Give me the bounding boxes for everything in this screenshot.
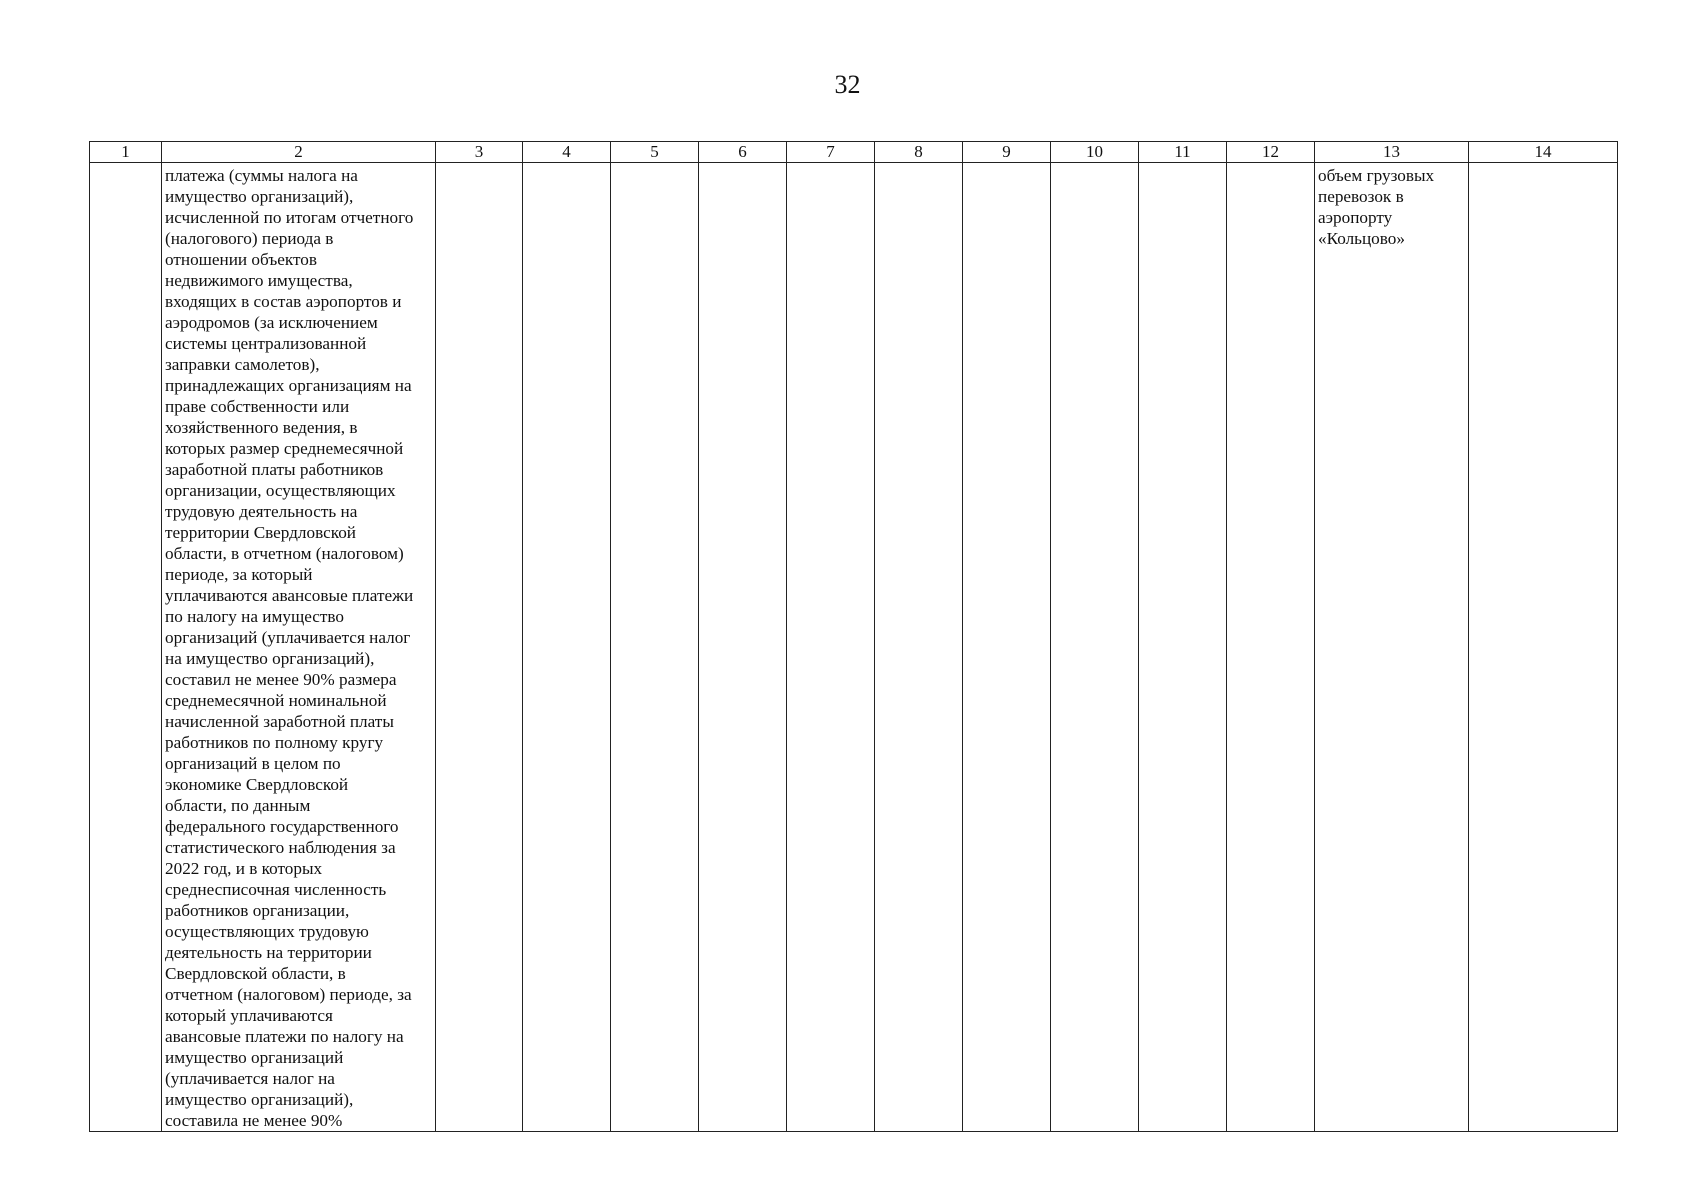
column-header-11: 11 bbox=[1139, 142, 1227, 163]
text-line: периоде, за который bbox=[165, 565, 313, 584]
text-line: 2022 год, и в которых bbox=[165, 859, 323, 878]
cell-col-11 bbox=[1139, 163, 1227, 1132]
text-line: перевозок в bbox=[1318, 187, 1404, 206]
text-line: федерального государственного bbox=[165, 817, 399, 836]
text-line: недвижимого имущества, bbox=[165, 271, 353, 290]
text-line: на имущество организаций), bbox=[165, 649, 375, 668]
text-line: территории Свердловской bbox=[165, 523, 356, 542]
text-line: имущество организаций bbox=[165, 1048, 344, 1067]
text-line: (налогового) периода в bbox=[165, 229, 334, 248]
text-line: авансовые платежи по налогу на bbox=[165, 1027, 404, 1046]
text-line: (уплачивается налог на bbox=[165, 1069, 335, 1088]
text-line: трудовую деятельность на bbox=[165, 502, 358, 521]
header-row bbox=[90, 142, 1618, 163]
column-header-3: 3 bbox=[436, 142, 523, 163]
text-line: среднесписочная численность bbox=[165, 880, 387, 899]
cell-col-7 bbox=[787, 163, 875, 1132]
text-line: системы централизованной bbox=[165, 334, 367, 353]
text-line: отношении объектов bbox=[165, 250, 317, 269]
text-line: области, в отчетном (налоговом) bbox=[165, 544, 404, 563]
text-line: составила не менее 90% bbox=[165, 1111, 343, 1130]
text-line: имущество организаций), bbox=[165, 1090, 354, 1109]
column-header-14: 14 bbox=[1469, 142, 1618, 163]
text-line: имущество организаций), bbox=[165, 187, 354, 206]
cell-col-2-text bbox=[162, 163, 435, 1131]
text-line: заправки самолетов), bbox=[165, 355, 320, 374]
text-line: составил не менее 90% размера bbox=[165, 670, 397, 689]
text-line: объем грузовых bbox=[1318, 166, 1435, 185]
cell-col-13-text bbox=[1315, 163, 1468, 249]
column-header-5: 5 bbox=[611, 142, 699, 163]
column-header-8: 8 bbox=[875, 142, 963, 163]
column-header-12: 12 bbox=[1227, 142, 1315, 163]
column-header-6: 6 bbox=[699, 142, 787, 163]
cell-col-3 bbox=[436, 163, 523, 1132]
text-line: среднемесячной номинальной bbox=[165, 691, 387, 710]
text-line: заработной платы работников bbox=[165, 460, 384, 479]
text-line: исчисленной по итогам отчетного bbox=[165, 208, 414, 227]
text-line: отчетном (налоговом) периоде, за bbox=[165, 985, 412, 1004]
column-header-13: 13 bbox=[1315, 142, 1469, 163]
text-line: организации, осуществляющих bbox=[165, 481, 396, 500]
cell-col-4 bbox=[523, 163, 611, 1132]
text-line: области, по данным bbox=[165, 796, 311, 815]
text-line: осуществляющих трудовую bbox=[165, 922, 369, 941]
page-number: 32 bbox=[834, 70, 861, 99]
cell-col-5 bbox=[611, 163, 699, 1132]
cell-col-13 bbox=[1315, 163, 1469, 1132]
data-table bbox=[89, 141, 1618, 1132]
text-line: работников по полному кругу bbox=[165, 733, 384, 752]
text-line: аэропорту bbox=[1318, 208, 1393, 227]
text-line: организаций в целом по bbox=[165, 754, 341, 773]
cell-col-12 bbox=[1227, 163, 1315, 1132]
text-line: входящих в состав аэропортов и bbox=[165, 292, 402, 311]
text-line: уплачиваются авансовые платежи bbox=[165, 586, 414, 605]
column-header-4: 4 bbox=[523, 142, 611, 163]
text-line: платежа (суммы налога на bbox=[165, 166, 358, 185]
text-line: аэродромов (за исключением bbox=[165, 313, 378, 332]
cell-col-10 bbox=[1051, 163, 1139, 1132]
table-row bbox=[90, 163, 1618, 1132]
column-header-10: 10 bbox=[1051, 142, 1139, 163]
cell-col-2 bbox=[162, 163, 436, 1132]
column-header-2: 2 bbox=[162, 142, 436, 163]
text-line: принадлежащих организациям на bbox=[165, 376, 412, 395]
cell-col-6 bbox=[699, 163, 787, 1132]
text-line: экономике Свердловской bbox=[165, 775, 349, 794]
text-line: работников организации, bbox=[165, 901, 350, 920]
column-header-7: 7 bbox=[787, 142, 875, 163]
text-line: по налогу на имущество bbox=[165, 607, 344, 626]
text-line: который уплачиваются bbox=[165, 1006, 333, 1025]
text-line: праве собственности или bbox=[165, 397, 350, 416]
column-header-9: 9 bbox=[963, 142, 1051, 163]
cell-col-8 bbox=[875, 163, 963, 1132]
text-line: которых размер среднемесячной bbox=[165, 439, 404, 458]
cell-col-9 bbox=[963, 163, 1051, 1132]
text-line: статистического наблюдения за bbox=[165, 838, 396, 857]
text-line: начисленной заработной платы bbox=[165, 712, 394, 731]
column-header-1: 1 bbox=[90, 142, 162, 163]
cell-col-14 bbox=[1469, 163, 1618, 1132]
text-line: «Кольцово» bbox=[1318, 229, 1405, 248]
text-line: хозяйственного ведения, в bbox=[165, 418, 358, 437]
text-line: организаций (уплачивается налог bbox=[165, 628, 411, 647]
text-line: Свердловской области, в bbox=[165, 964, 346, 983]
text-line: деятельность на территории bbox=[165, 943, 372, 962]
cell-col-1 bbox=[90, 163, 162, 1132]
